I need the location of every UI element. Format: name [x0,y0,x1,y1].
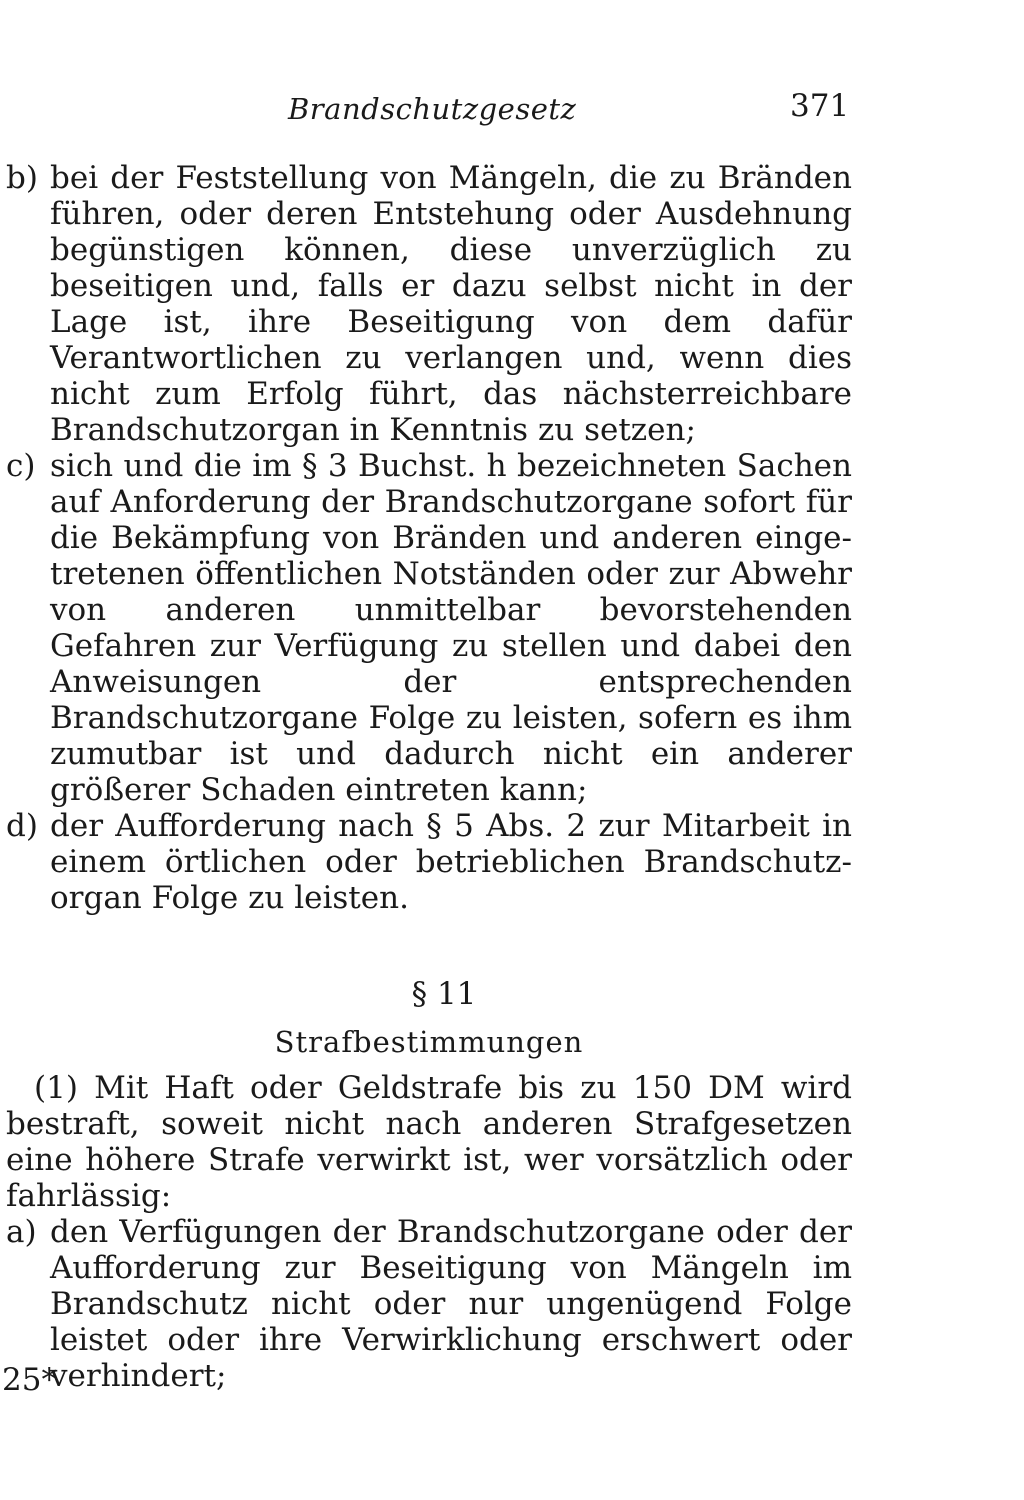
list-item-b [6,160,852,448]
page-body [6,160,852,1394]
list-item-d [6,808,852,916]
signature-mark: 25* [2,1362,57,1398]
running-title: Brandschutzgesetz [288,92,577,126]
list-item-text: bei der Feststellung von Mängeln, die zu Bränden führen, oder deren Entstehung oder Ausdehnung begünstigen können, diese unverzüglich zu beseitigen und, falls er dazu selbst nicht in der Lage ist, ihre Beseitigung von dem dafür Verantwortlichen zu verlangen und, wenn dies nicht zum Erfolg führt, das nächsterreichbare Brandschutzorgan in Kenntnis zu setzen; [50,160,852,448]
list-marker: c) [6,448,36,484]
list-item-a [6,1214,852,1394]
list-item-text: der Aufforderung nach § 5 Abs. 2 zur Mitarbeit in einem örtlichen oder betrieblichen Brandschutzorgan Folge zu leisten. [50,808,852,916]
section-title: Strafbestimmungen [274,1025,584,1059]
section-number: § 11 [411,976,477,1012]
list-marker: a) [6,1214,37,1250]
list-item-c [6,448,852,808]
paragraph-1: (1) Mit Haft oder Geldstrafe bis zu 150 DM wird bestraft, soweit nicht nach anderen Strafgesetzen eine höhere Strafe verwirkt ist, wer vorsätzlich oder fahrlässig: [6,1070,852,1214]
page-number: 371 [790,88,850,124]
running-head [0,88,1024,132]
list-item-text: sich und die im § 3 Buchst. h bezeichneten Sachen auf Anforderung der Brandschutzorgane sofort für die Bekämpfung von Bränden und anderen eingetretenen öffentlichen Notständen oder zur Abwehr von anderen unmittelbar bevorstehenden Gefahren zur Verfügung zu stellen und dabei den Anweisungen der entsprechenden Brandschutzorgane Folge zu leisten, sofern es ihm zumutbar ist und dadurch nicht ein anderer größerer Schaden eintreten kann; [50,448,852,808]
list-marker: b) [6,160,38,196]
list-marker: d) [6,808,38,844]
list-item-text: den Verfügungen der Brandschutzorgane oder der Aufforderung zur Beseitigung von Mängeln im Brandschutz nicht oder nur ungenügend Folge leistet oder ihre Verwirklichung erschwert oder verhindert; [50,1214,852,1394]
